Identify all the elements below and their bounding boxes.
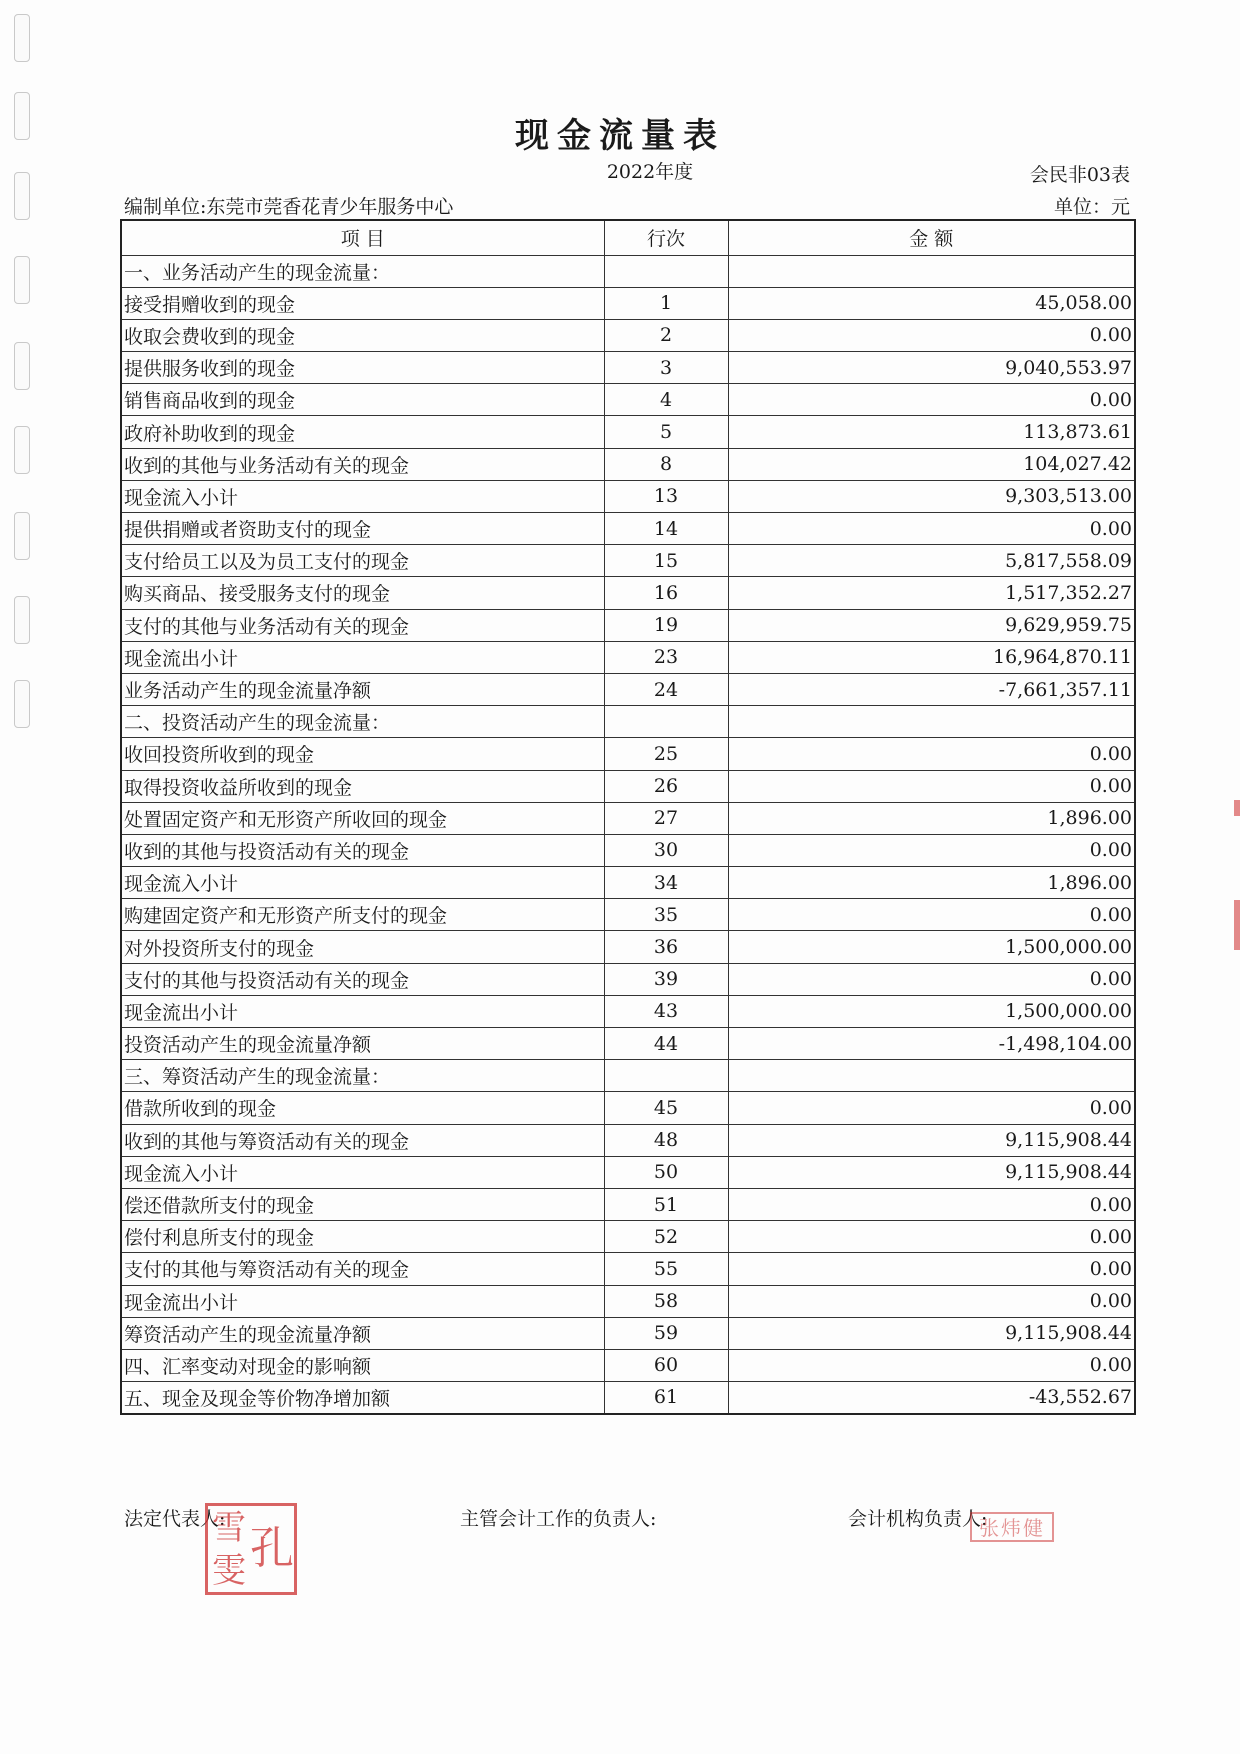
row-item-label: 接受捐赠收到的现金 [121, 287, 604, 319]
row-line-number: 44 [604, 1028, 728, 1060]
binding-hole [14, 14, 30, 62]
edge-mark [1234, 800, 1240, 816]
table-row [121, 352, 1135, 384]
row-amount: 0.00 [728, 319, 1135, 351]
row-line-number: 52 [604, 1221, 728, 1253]
row-line-number: 48 [604, 1124, 728, 1156]
row-line-number: 36 [604, 931, 728, 963]
row-item-label: 偿付利息所支付的现金 [121, 1221, 604, 1253]
legal-representative-label: 法定代表人: [124, 1508, 226, 1530]
table-row [121, 1317, 1135, 1349]
row-amount [728, 255, 1135, 287]
row-item-label: 提供捐赠或者资助支付的现金 [121, 513, 604, 545]
row-item-label: 筹资活动产生的现金流量净额 [121, 1317, 604, 1349]
row-amount: 0.00 [728, 384, 1135, 416]
row-amount: 0.00 [728, 1285, 1135, 1317]
row-item-label: 支付的其他与筹资活动有关的现金 [121, 1253, 604, 1285]
table-row [121, 287, 1135, 319]
row-amount: 1,517,352.27 [728, 577, 1135, 609]
row-item-label: 现金流出小计 [121, 1285, 604, 1317]
row-amount: -7,661,357.11 [728, 673, 1135, 705]
row-line-number: 13 [604, 480, 728, 512]
table-row [121, 319, 1135, 351]
accounting-head-seal: 张炜健 [970, 1512, 1054, 1542]
row-item-label: 收到的其他与业务活动有关的现金 [121, 448, 604, 480]
table-row [121, 513, 1135, 545]
table-row [121, 1285, 1135, 1317]
cash-flow-table [120, 219, 1136, 1415]
binding-hole [14, 596, 30, 644]
row-item-label: 现金流出小计 [121, 641, 604, 673]
table-header-row [121, 220, 1135, 255]
row-line-number [604, 1060, 728, 1092]
row-line-number: 1 [604, 287, 728, 319]
accounting-head-label: 会计机构负责人: [848, 1508, 988, 1530]
row-amount: 1,500,000.00 [728, 931, 1135, 963]
row-amount: 0.00 [728, 1188, 1135, 1220]
table-row [121, 899, 1135, 931]
row-item-label: 现金流入小计 [121, 1156, 604, 1188]
row-line-number: 26 [604, 770, 728, 802]
row-amount: 0.00 [728, 513, 1135, 545]
row-line-number: 55 [604, 1253, 728, 1285]
row-line-number: 60 [604, 1349, 728, 1381]
row-amount: -43,552.67 [728, 1382, 1135, 1414]
column-header-item: 项 目 [121, 220, 604, 255]
row-amount: 45,058.00 [728, 287, 1135, 319]
row-line-number: 61 [604, 1382, 728, 1414]
table-row [121, 1028, 1135, 1060]
row-amount: 0.00 [728, 770, 1135, 802]
row-item-label: 收到的其他与投资活动有关的现金 [121, 834, 604, 866]
row-amount: 1,896.00 [728, 802, 1135, 834]
column-header-line: 行次 [604, 220, 728, 255]
table-row [121, 448, 1135, 480]
row-item-label: 对外投资所支付的现金 [121, 931, 604, 963]
row-amount: 0.00 [728, 963, 1135, 995]
row-amount [728, 706, 1135, 738]
row-line-number: 50 [604, 1156, 728, 1188]
row-item-label: 收回投资所收到的现金 [121, 738, 604, 770]
seal-char-left: 雪 [212, 1507, 246, 1548]
row-amount: 9,629,959.75 [728, 609, 1135, 641]
row-item-label: 购建固定资产和无形资产所支付的现金 [121, 899, 604, 931]
table-row [121, 1349, 1135, 1381]
row-line-number: 16 [604, 577, 728, 609]
page-title: 现金流量表 [515, 116, 725, 156]
table-row [121, 480, 1135, 512]
row-line-number: 14 [604, 513, 728, 545]
row-item-label: 提供服务收到的现金 [121, 352, 604, 384]
table-row [121, 834, 1135, 866]
row-item-label: 投资活动产生的现金流量净额 [121, 1028, 604, 1060]
row-amount: -1,498,104.00 [728, 1028, 1135, 1060]
row-line-number: 3 [604, 352, 728, 384]
row-item-label: 支付给员工以及为员工支付的现金 [121, 545, 604, 577]
row-line-number: 43 [604, 995, 728, 1027]
binding-hole [14, 342, 30, 390]
row-amount: 0.00 [728, 1092, 1135, 1124]
row-item-label: 现金流入小计 [121, 867, 604, 899]
edge-mark [1234, 900, 1240, 950]
organization: 编制单位:东莞市莞香花青少年服务中心 [124, 196, 454, 218]
row-line-number: 15 [604, 545, 728, 577]
table-row [121, 255, 1135, 287]
row-amount: 0.00 [728, 899, 1135, 931]
row-item-label: 偿还借款所支付的现金 [121, 1188, 604, 1220]
row-line-number: 24 [604, 673, 728, 705]
table-row [121, 545, 1135, 577]
row-item-label: 现金流入小计 [121, 480, 604, 512]
row-line-number [604, 255, 728, 287]
table-row [121, 673, 1135, 705]
row-item-label: 购买商品、接受服务支付的现金 [121, 577, 604, 609]
report-year: 2022年度 [606, 161, 694, 183]
currency-unit: 单位：元 [1053, 196, 1130, 218]
row-item-label: 收到的其他与筹资活动有关的现金 [121, 1124, 604, 1156]
row-line-number: 5 [604, 416, 728, 448]
row-line-number: 34 [604, 867, 728, 899]
row-line-number: 45 [604, 1092, 728, 1124]
table-row [121, 738, 1135, 770]
row-item-label: 支付的其他与业务活动有关的现金 [121, 609, 604, 641]
row-item-label: 四、汇率变动对现金的影响额 [121, 1349, 604, 1381]
row-line-number: 59 [604, 1317, 728, 1349]
table-row [121, 416, 1135, 448]
table-row [121, 1188, 1135, 1220]
form-number: 会民非03表 [1029, 164, 1130, 186]
row-item-label: 业务活动产生的现金流量净额 [121, 673, 604, 705]
row-line-number: 58 [604, 1285, 728, 1317]
row-amount: 5,817,558.09 [728, 545, 1135, 577]
table-row [121, 384, 1135, 416]
binding-hole [14, 256, 30, 304]
row-line-number: 35 [604, 899, 728, 931]
row-amount: 104,027.42 [728, 448, 1135, 480]
row-amount: 9,115,908.44 [728, 1156, 1135, 1188]
row-item-label: 现金流出小计 [121, 995, 604, 1027]
table-row [121, 995, 1135, 1027]
table-row [121, 931, 1135, 963]
table-row [121, 706, 1135, 738]
seal-char-left: 雯 [212, 1550, 246, 1591]
binding-hole [14, 680, 30, 728]
row-amount: 1,896.00 [728, 867, 1135, 899]
row-line-number: 2 [604, 319, 728, 351]
table-row [121, 577, 1135, 609]
row-line-number: 30 [604, 834, 728, 866]
row-amount: 9,303,513.00 [728, 480, 1135, 512]
column-header-amount: 金 额 [728, 220, 1135, 255]
table-row [121, 867, 1135, 899]
table-row [121, 1124, 1135, 1156]
chief-accountant-label: 主管会计工作的负责人: [460, 1508, 657, 1530]
row-line-number: 25 [604, 738, 728, 770]
binding-hole [14, 426, 30, 474]
row-item-label: 政府补助收到的现金 [121, 416, 604, 448]
row-amount: 9,115,908.44 [728, 1317, 1135, 1349]
row-item-label: 借款所收到的现金 [121, 1092, 604, 1124]
seal-char-right: 孔 [250, 1523, 294, 1574]
table-row [121, 963, 1135, 995]
row-amount: 0.00 [728, 1253, 1135, 1285]
row-amount: 0.00 [728, 834, 1135, 866]
row-line-number [604, 706, 728, 738]
row-item-label: 收取会费收到的现金 [121, 319, 604, 351]
row-amount: 113,873.61 [728, 416, 1135, 448]
row-amount: 0.00 [728, 1221, 1135, 1253]
row-item-label: 取得投资收益所收到的现金 [121, 770, 604, 802]
row-item-label: 一、业务活动产生的现金流量： [121, 255, 604, 287]
legal-representative-seal [205, 1503, 297, 1595]
table-row [121, 609, 1135, 641]
row-amount: 0.00 [728, 1349, 1135, 1381]
table-row [121, 770, 1135, 802]
row-item-label: 支付的其他与投资活动有关的现金 [121, 963, 604, 995]
table-row [121, 1382, 1135, 1414]
table-row [121, 641, 1135, 673]
row-item-label: 三、筹资活动产生的现金流量： [121, 1060, 604, 1092]
row-line-number: 27 [604, 802, 728, 834]
row-item-label: 销售商品收到的现金 [121, 384, 604, 416]
table-row [121, 802, 1135, 834]
row-line-number: 19 [604, 609, 728, 641]
table-row [121, 1156, 1135, 1188]
row-amount: 1,500,000.00 [728, 995, 1135, 1027]
binding-hole [14, 512, 30, 560]
row-amount: 16,964,870.11 [728, 641, 1135, 673]
table-row [121, 1221, 1135, 1253]
row-line-number: 23 [604, 641, 728, 673]
table-row [121, 1253, 1135, 1285]
row-amount: 9,115,908.44 [728, 1124, 1135, 1156]
row-amount: 0.00 [728, 738, 1135, 770]
row-line-number: 8 [604, 448, 728, 480]
row-line-number: 39 [604, 963, 728, 995]
table-row [121, 1060, 1135, 1092]
row-item-label: 五、现金及现金等价物净增加额 [121, 1382, 604, 1414]
row-amount: 9,040,553.97 [728, 352, 1135, 384]
row-line-number: 4 [604, 384, 728, 416]
row-item-label: 二、投资活动产生的现金流量： [121, 706, 604, 738]
row-line-number: 51 [604, 1188, 728, 1220]
table-row [121, 1092, 1135, 1124]
row-item-label: 处置固定资产和无形资产所收回的现金 [121, 802, 604, 834]
row-amount [728, 1060, 1135, 1092]
